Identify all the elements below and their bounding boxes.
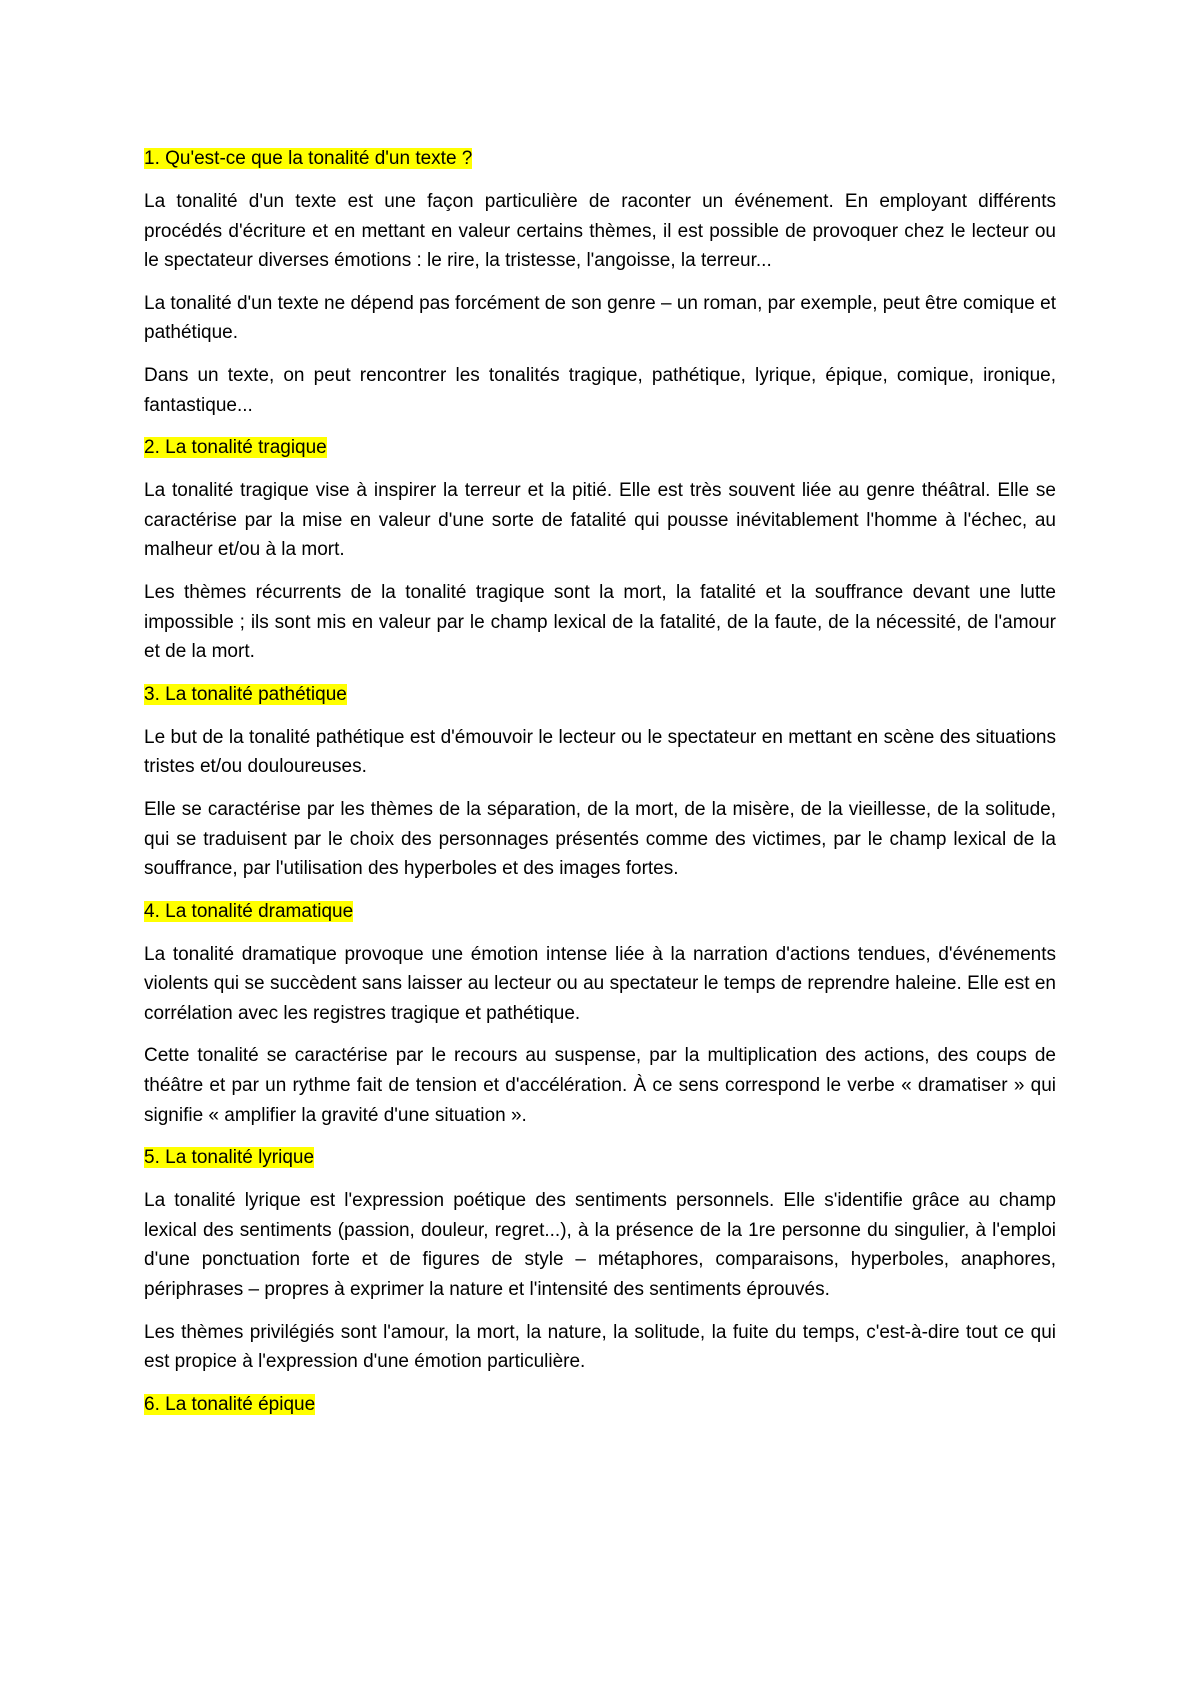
section-heading (144, 144, 1056, 173)
paragraph: La tonalité d'un texte ne dépend pas forcément de son genre – un roman, par exemple, peut être comique et pathétique. (144, 292, 1056, 344)
section-heading (144, 680, 1056, 709)
section-heading (144, 897, 1056, 926)
paragraph: Le but de la tonalité pathétique est d'émouvoir le lecteur ou le spectateur en mettant en scène des situations tristes et/ou douloureuses. (144, 726, 1056, 778)
section-heading (144, 433, 1056, 462)
highlighted-heading-text: 5. La tonalité lyrique (144, 1147, 315, 1169)
section-heading (144, 1143, 1056, 1172)
section-3 (144, 680, 1056, 884)
section-2 (144, 433, 1056, 667)
paragraph: La tonalité lyrique est l'expression poétique des sentiments personnels. Elle s'identifie grâce au champ lexical des sentiments (passion, douleur, regret...), à la présence de la 1re personne du singulier, à l'emploi d'une ponctuation forte et de figures de style – métaphores, comparaisons, hyperboles, anaphores, périphrases – propres à exprimer la nature et l'intensité des sentiments éprouvés. (144, 1190, 1056, 1301)
paragraph: Les thèmes récurrents de la tonalité tragique sont la mort, la fatalité et la souffrance devant une lutte impossible ; ils sont mis en valeur par le champ lexical de la fatalité, de la faute, de la nécessité, de l'amour et de la mort. (144, 581, 1056, 663)
highlighted-heading-text: 4. La tonalité dramatique (144, 900, 354, 922)
paragraph: Cette tonalité se caractérise par le recours au suspense, par la multiplication des actions, des coups de théâtre et par un rythme fait de tension et d'accélération. À ce sens correspond le verbe « dramatiser » qui signifie « amplifier la gravité d'une situation ». (144, 1045, 1056, 1126)
paragraph: Elle se caractérise par les thèmes de la séparation, de la mort, de la misère, de la vieillesse, de la solitude, qui se traduisent par le choix des personnages présentés comme des victimes, par le champ lexical de la souffrance, par l'utilisation des hyperboles et des images fortes. (144, 798, 1056, 880)
section-5 (144, 1143, 1056, 1377)
paragraph: Les thèmes privilégiés sont l'amour, la mort, la nature, la solitude, la fuite du temps, c'est-à-dire tout ce qui est propice à l'expression d'une émotion particulière. (144, 1321, 1056, 1373)
highlighted-heading-text: 2. La tonalité tragique (144, 437, 327, 459)
section-1 (144, 144, 1056, 420)
paragraph: La tonalité d'un texte est une façon particulière de raconter un événement. En employant différents procédés d'écriture et en mettant en valeur certains thèmes, il est possible de provoquer chez le lecteur ou le spectateur diverses émotions : le rire, la tristesse, l'angoisse, la terreur... (144, 191, 1056, 272)
section-6 (144, 1390, 1056, 1419)
section-heading (144, 1390, 1056, 1419)
paragraph: La tonalité dramatique provoque une émotion intense liée à la narration d'actions tendues, d'événements violents qui se succèdent sans laisser au lecteur ou au spectateur le temps de reprendre haleine. Elle est en corrélation avec les registres tragique et pathétique. (144, 943, 1056, 1024)
highlighted-heading-text: 3. La tonalité pathétique (144, 683, 347, 705)
highlighted-heading-text: 6. La tonalité épique (144, 1393, 316, 1415)
document-page (144, 144, 1056, 1433)
paragraph: La tonalité tragique vise à inspirer la terreur et la pitié. Elle est très souvent liée au genre théâtral. Elle se caractérise par la mise en valeur d'une sorte de fatalité qui pousse inévitablement l'homme à l'échec, au malheur et/ou à la mort. (144, 480, 1056, 561)
paragraph: Dans un texte, on peut rencontrer les tonalités tragique, pathétique, lyrique, épique, comique, ironique, fantastique... (144, 364, 1056, 416)
section-4 (144, 897, 1056, 1131)
highlighted-heading-text: 1. Qu'est-ce que la tonalité d'un texte ? (144, 148, 473, 169)
